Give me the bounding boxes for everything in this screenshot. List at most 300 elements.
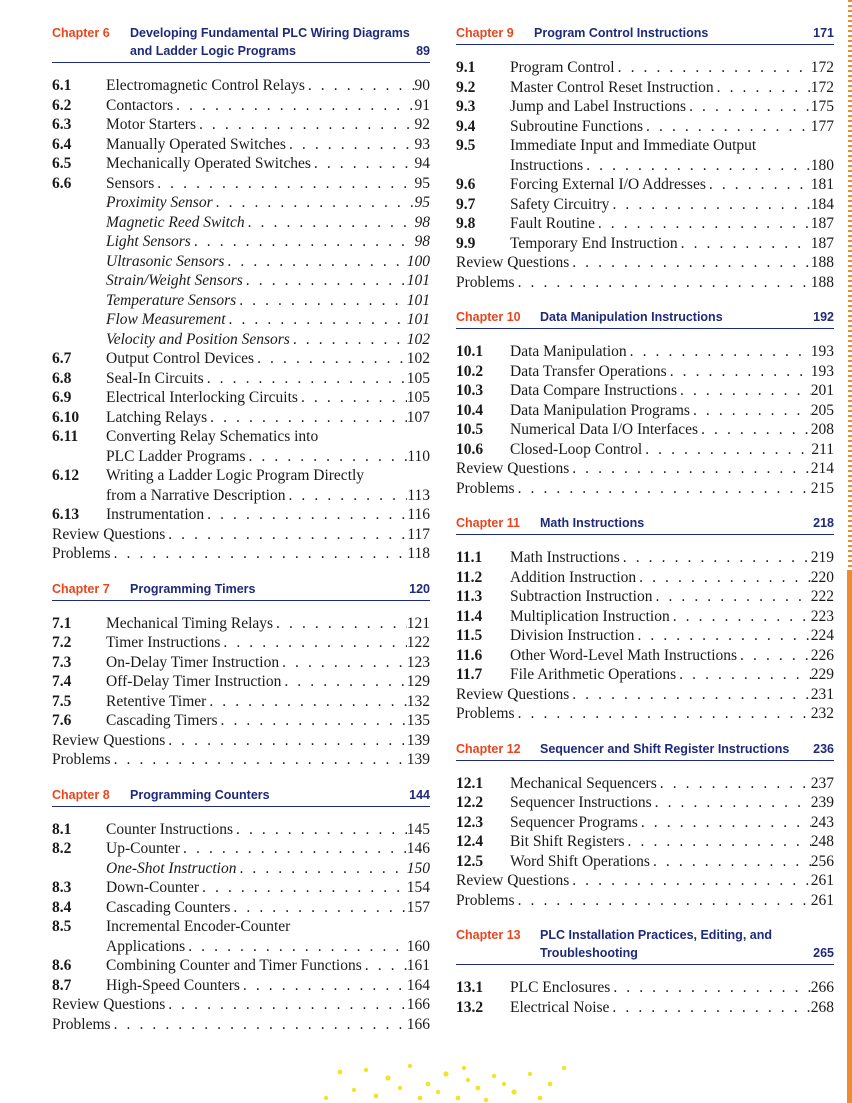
entry-text-wrap [106,466,430,486]
entry-title: On-Delay Timer Instruction [106,653,280,671]
toc-end-entry[interactable] [52,750,430,770]
chapter-page: 120 [409,581,430,596]
toc-entry[interactable] [456,607,834,627]
toc-entry[interactable] [52,466,430,486]
toc-entry[interactable] [456,587,834,607]
entry-page: 201 [810,382,834,399]
entry-page: 226 [810,646,834,664]
left-column [52,24,430,1050]
entry-text-wrap [106,213,415,233]
entry-number: 11.4 [456,607,483,625]
dot-leader [620,548,811,568]
entry-page: 123 [406,653,430,671]
toc-end-entry[interactable] [456,273,834,293]
toc-entry[interactable] [456,813,834,833]
entry-title: Problems [456,705,515,722]
toc-entry[interactable] [456,136,834,156]
entry-text-wrap [510,548,811,568]
entry-number: 9.7 [456,195,476,213]
entry-page: 98 [414,233,430,250]
entry-number: 6.7 [52,350,72,367]
entry-number: 6.4 [52,135,72,153]
entry-title: Contactors [106,96,174,114]
entry-title: Output Control Devices [106,350,255,367]
entry-title: Jump and Label Instructions [510,98,687,115]
entry-title: Velocity and Position Sensors [106,330,290,348]
entry-page: 139 [406,751,430,768]
entry-number: 6.9 [52,389,72,406]
entry-page: 92 [414,116,430,133]
entry-page: 187 [810,215,834,232]
toc-entry[interactable] [456,117,834,137]
toc-entry[interactable] [52,330,430,350]
entry-text-wrap [52,750,407,770]
entry-title: Fault Routine [510,215,595,232]
toc-entry[interactable] [456,58,834,78]
chapter-title: Programming Timers [130,581,256,596]
entry-text-wrap [106,135,415,155]
entry-title: Data Manipulation Programs [510,401,690,419]
toc-end-entry[interactable] [456,685,834,705]
entry-page: 150 [406,859,430,877]
toc-end-entry[interactable] [52,525,430,545]
chapter-title: Sequencer and Shift Register Instructions [540,741,790,756]
right-column [456,24,834,1033]
entry-title: Ultrasonic Sensors [106,252,225,270]
chapter-label: Chapter 8 [52,787,110,802]
chapter-9-heading[interactable] [456,24,834,45]
toc-entry[interactable] [456,774,834,794]
entry-page: 160 [406,937,430,955]
toc-entry[interactable] [52,820,430,840]
entry-text-wrap [510,234,811,254]
entry-text-wrap [52,731,407,751]
chapter-9-entries [456,58,834,292]
entry-title: Down-Counter [106,879,199,896]
entry-page: 91 [414,96,430,114]
dot-leader [515,704,811,724]
toc-entry[interactable] [52,408,430,428]
dot-leader [625,832,811,852]
entry-number: 7.3 [52,653,72,671]
entry-page: 107 [406,408,430,426]
entry-title: Off-Delay Timer Instruction [106,673,282,690]
entry-title: Flow Measurement [106,311,226,328]
entry-page: 237 [810,774,834,792]
toc-end-entry[interactable] [456,253,834,273]
dot-leader [515,479,811,499]
dot-leader [286,135,415,155]
entry-title: PLC Ladder Programs [106,447,246,465]
toc-entry[interactable] [52,349,430,369]
toc-entry[interactable] [52,937,430,957]
toc-entry[interactable] [52,232,430,252]
entry-number: 6.3 [52,116,72,133]
chapter-title: Program Control Instructions [534,26,709,40]
entry-text-wrap [510,626,811,646]
entry-text-wrap [456,685,811,705]
dot-leader [230,898,406,918]
entry-title: Cascading Timers [106,712,218,729]
toc-entry[interactable] [52,505,430,525]
toc-entry[interactable] [52,174,430,194]
toc-entry[interactable] [52,878,430,898]
entry-title: Retentive Timer [106,692,207,710]
entry-title: Numerical Data I/O Interfaces [510,421,699,438]
toc-entry[interactable] [52,369,430,389]
toc-end-entry[interactable] [456,871,834,891]
toc-entry[interactable] [52,486,430,506]
toc-entry[interactable] [52,614,430,634]
toc-entry[interactable] [52,388,430,408]
entry-title: Applications [106,937,186,955]
dot-leader [233,820,407,840]
entry-number: 6.10 [52,408,80,426]
entry-title: Bit Shift Registers [510,833,625,850]
toc-entry[interactable] [456,420,834,440]
entry-text-wrap [510,440,811,460]
entry-page: 166 [406,1015,430,1033]
chapter-10-heading[interactable] [456,308,834,329]
entry-page: 232 [810,705,834,722]
entry-title: Counter Instructions [106,820,233,838]
chapter-label: Chapter 11 [456,516,520,530]
dot-leader [165,525,407,545]
entry-text-wrap [106,154,415,174]
toc-entry[interactable] [52,76,430,96]
entry-title: Immediate Input and Immediate Output [510,137,757,154]
entry-text-wrap [106,330,407,350]
entry-text-wrap [106,310,407,330]
entry-number: 11.5 [456,627,483,644]
entry-text-wrap [106,96,415,116]
chapter-12-heading[interactable] [456,740,834,761]
entry-page: 239 [810,794,834,811]
entry-page: 214 [810,460,834,477]
toc-entry[interactable] [52,271,430,291]
toc-entry[interactable] [52,213,430,233]
entry-page: 166 [406,996,430,1013]
entry-text-wrap [510,607,811,627]
dot-leader [676,665,811,685]
toc-entry[interactable] [52,711,430,731]
entry-text-wrap [510,342,811,362]
entry-number: 7.4 [52,673,72,690]
dot-leader [311,154,415,174]
toc-entry[interactable] [456,440,834,460]
entry-page: 215 [810,479,834,497]
entry-number: 12.3 [456,813,484,831]
entry-text-wrap [106,369,407,389]
entry-page: 266 [810,979,834,996]
toc-entry[interactable] [456,568,834,588]
toc-entry[interactable] [456,97,834,117]
toc-entry[interactable] [456,793,834,813]
entry-number: 8.1 [52,820,72,838]
toc-entry[interactable] [456,78,834,98]
toc-end-entry[interactable] [52,1015,430,1035]
entry-page: 172 [810,59,834,76]
entry-title: Mechanical Timing Relays [106,614,274,632]
toc-entry[interactable] [456,665,834,685]
chapter-8-heading[interactable] [52,786,430,807]
entry-number: 10.3 [456,382,484,399]
toc-end-entry[interactable] [456,891,834,911]
toc-entry[interactable] [456,978,834,998]
toc-entry[interactable] [52,135,430,155]
entry-title: Electrical Interlocking Circuits [106,389,298,406]
toc-entry[interactable] [52,96,430,116]
toc-entry[interactable] [456,156,834,176]
entry-page: 193 [810,343,834,360]
dot-leader [279,653,407,673]
toc-entry[interactable] [456,998,834,1018]
entry-title: Sequencer Instructions [510,794,652,811]
toc-end-entry[interactable] [52,731,430,751]
entry-title: Review Questions [456,460,570,477]
entry-title: Master Control Reset Instruction [510,78,714,96]
dot-leader [213,193,415,213]
toc-entry[interactable] [456,214,834,234]
entry-page: 129 [406,673,430,690]
entry-text-wrap [510,97,811,117]
dot-leader [706,175,811,195]
toc-entry[interactable] [52,310,430,330]
toc-entry[interactable] [456,852,834,872]
dot-leader [690,401,811,421]
entry-title: Cascading Counters [106,898,231,916]
entry-text-wrap [510,214,811,234]
entry-page: 95 [414,174,430,192]
dot-leader [636,568,811,588]
toc-entry[interactable] [456,342,834,362]
entry-number: 13.2 [456,998,484,1016]
entry-text-wrap [510,852,811,872]
entry-number: 6.2 [52,96,72,114]
entry-title: Combining Counter and Timer Functions [106,957,362,974]
entry-title: Instructions [510,156,584,174]
chapter-13-heading[interactable] [456,926,834,965]
toc-entry[interactable] [52,917,430,937]
entry-title: Instrumentation [106,506,205,523]
toc-entry[interactable] [456,548,834,568]
dot-leader [610,978,810,998]
toc-end-entry[interactable] [52,544,430,564]
entry-text-wrap [456,273,811,293]
dot-leader [290,330,407,350]
entry-page: 181 [810,176,834,193]
toc-entry[interactable] [52,633,430,653]
dot-leader [281,672,406,692]
toc-end-entry[interactable] [456,479,834,499]
dot-leader [154,174,414,194]
toc-entry[interactable] [456,626,834,646]
entry-number: 9.1 [456,59,476,76]
entry-title: Mechanical Sequencers [510,774,657,792]
chapter-title: Developing Fundamental PLC Wiring Diagrams and Ladder Logic Programs [130,26,410,58]
entry-text-wrap [106,174,415,194]
entry-text-wrap [510,420,811,440]
entry-title: Division Instruction [510,627,635,644]
dot-leader [240,976,407,996]
toc-entry[interactable] [456,381,834,401]
entry-title: Subroutine Functions [510,117,644,135]
entry-number: 6.1 [52,77,72,94]
entry-number: 10.2 [456,362,484,380]
chapter-page: 265 [813,946,834,960]
dot-leader [243,271,407,291]
chapter-page: 171 [813,26,834,40]
entry-text-wrap [106,349,407,369]
chapter-11-entries [456,548,834,724]
dot-leader [180,839,407,859]
toc-entry[interactable] [52,427,430,447]
dot-leader [569,685,811,705]
toc-entry[interactable] [52,447,430,467]
toc-entry[interactable] [52,976,430,996]
entry-page: 93 [414,135,430,153]
toc-entry[interactable] [456,401,834,421]
toc-entry[interactable] [52,956,430,976]
dot-leader [362,956,407,976]
dot-leader [627,342,811,362]
entry-page: 224 [810,627,834,644]
toc-entry[interactable] [52,193,430,213]
dot-leader [111,1015,407,1035]
toc-entry[interactable] [52,115,430,135]
dot-leader [218,711,407,731]
entry-text-wrap [106,271,407,291]
toc-entry[interactable] [456,195,834,215]
entry-title: Math Instructions [510,549,620,566]
dot-leader [165,995,407,1015]
dot-leader [650,852,811,872]
entry-text-wrap [106,232,415,252]
entry-page: 110 [407,447,430,465]
entry-title: Timer Instructions [106,634,221,651]
entry-number: 12.4 [456,833,484,850]
entry-title: Review Questions [456,872,570,889]
toc-end-entry[interactable] [52,995,430,1015]
entry-page: 132 [406,692,430,710]
dot-leader [226,310,407,330]
entry-number: 8.6 [52,957,72,974]
entry-text-wrap [106,859,407,879]
entry-number: 11.3 [456,588,483,605]
entry-number: 6.13 [52,506,80,523]
entry-text-wrap [510,381,811,401]
entry-page: 157 [406,898,430,916]
toc-entry[interactable] [52,672,430,692]
toc-entry[interactable] [52,154,430,174]
entry-number: 8.5 [52,918,72,935]
entry-title: Review Questions [52,525,166,543]
toc-entry[interactable] [52,692,430,712]
entry-page: 105 [406,389,430,406]
entry-title: Seal-In Circuits [106,369,204,387]
entry-number: 9.6 [456,176,476,193]
toc-entry[interactable] [52,291,430,311]
toc-end-entry[interactable] [456,704,834,724]
chapter-6-heading[interactable] [52,24,430,63]
chapter-11-heading[interactable] [456,514,834,535]
toc-entry[interactable] [52,859,430,879]
entry-title: Strain/Weight Sensors [106,272,243,289]
entry-number: 6.6 [52,174,72,192]
dot-leader [714,78,811,98]
chapter-12-entries [456,774,834,911]
entry-page: 229 [810,666,834,683]
toc-entry[interactable] [52,898,430,918]
entry-number: 7.1 [52,614,72,632]
entry-page: 219 [810,549,834,566]
toc-entry[interactable] [456,175,834,195]
entry-text-wrap [106,614,407,634]
entry-number: 11.1 [456,549,483,566]
dot-leader [199,878,407,898]
entry-page: 118 [407,545,430,562]
entry-number: 11.2 [456,568,483,586]
toc-entry[interactable] [52,252,430,272]
entry-text-wrap [510,195,811,215]
chapter-7-heading[interactable] [52,580,430,601]
entry-title: Safety Circuitry [510,195,610,213]
entry-title: Review Questions [456,685,570,703]
dot-leader [677,381,811,401]
chapter-page: 89 [416,44,430,58]
dot-leader [652,793,811,813]
toc-entry[interactable] [52,653,430,673]
entry-number: 11.7 [456,666,483,683]
chapter-7-entries [52,614,430,770]
toc-entry[interactable] [456,646,834,666]
entry-page: 101 [406,311,430,328]
toc-entry[interactable] [456,832,834,852]
entry-number: 10.4 [456,401,484,419]
entry-title: One-Shot Instruction [106,859,237,877]
entry-text-wrap [52,1015,407,1035]
entry-text-wrap [106,486,407,506]
entry-number: 12.1 [456,774,484,792]
dot-leader [569,871,811,891]
toc-end-entry[interactable] [456,459,834,479]
dot-leader [236,291,407,311]
toc-entry[interactable] [456,362,834,382]
dot-leader [245,213,415,233]
dot-leader [515,891,811,911]
entry-title: Review Questions [52,996,166,1013]
entry-text-wrap [106,711,407,731]
entry-number: 8.4 [52,898,72,916]
toc-entry[interactable] [52,839,430,859]
chapter-label: Chapter 7 [52,581,110,596]
entry-text-wrap [510,568,811,588]
entry-text-wrap [510,362,811,382]
entry-number: 6.5 [52,155,72,172]
toc-entry[interactable] [456,234,834,254]
chapter-10-entries [456,342,834,498]
entry-text-wrap [456,704,811,724]
entry-number: 13.1 [456,979,484,996]
entry-page: 180 [810,156,834,174]
entry-title: Word Shift Operations [510,852,650,870]
entry-text-wrap [510,832,811,852]
entry-page: 135 [406,712,430,729]
entry-title: File Arithmetic Operations [510,666,677,683]
entry-text-wrap [510,136,834,156]
entry-page: 94 [414,155,430,172]
entry-title: Problems [456,891,515,909]
